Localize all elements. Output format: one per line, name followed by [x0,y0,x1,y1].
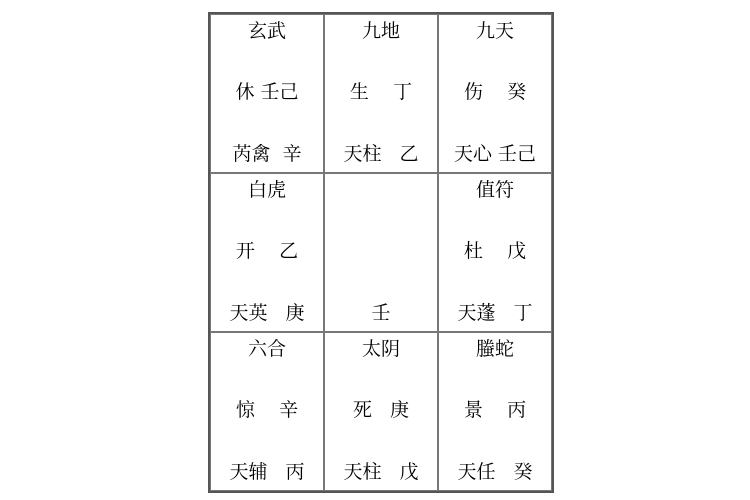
deity-label: 白虎 [247,179,286,201]
deity-label: 六合 [247,338,286,360]
palace-southeast [438,332,552,491]
deity-label: 螣蛇 [475,338,514,360]
star-stem-label: 天柱 乙 [343,143,419,165]
star-stem-label: 天辅 丙 [229,461,305,483]
door-stem-label: 伤 癸 [463,81,527,103]
deity-label: 值符 [475,179,514,201]
palace-west [210,173,324,332]
star-stem-label: 天心 壬己 [453,143,537,165]
palace-southwest [210,332,324,491]
deity-label: 九天 [475,20,514,42]
deity-label: 九地 [361,20,400,42]
palace-center [324,173,438,332]
palace-south [324,332,438,491]
door-stem-label: 开 乙 [235,240,299,262]
star-stem-label: 天蓬 丁 [457,302,533,324]
door-stem-label: 生 丁 [349,81,413,103]
palace-northwest [210,14,324,173]
deity-label: 玄武 [247,20,286,42]
door-stem-label: 杜 戊 [463,240,527,262]
door-stem-label: 死 庚 [352,399,410,421]
door-stem-label: 景 丙 [463,399,527,421]
star-stem-label: 天英 庚 [229,302,305,324]
palace-north [324,14,438,173]
deity-label: 太阴 [361,338,400,360]
nine-palace-grid [208,12,554,493]
door-stem-label: 休 壬己 [235,81,299,103]
star-stem-label: 芮禽 辛 [232,143,302,165]
door-stem-label: 惊 辛 [235,399,299,421]
center-stem-label: 壬 [371,302,391,324]
star-stem-label: 天任 癸 [457,461,533,483]
palace-east [438,173,552,332]
star-stem-label: 天柱 戊 [343,461,419,483]
palace-northeast [438,14,552,173]
